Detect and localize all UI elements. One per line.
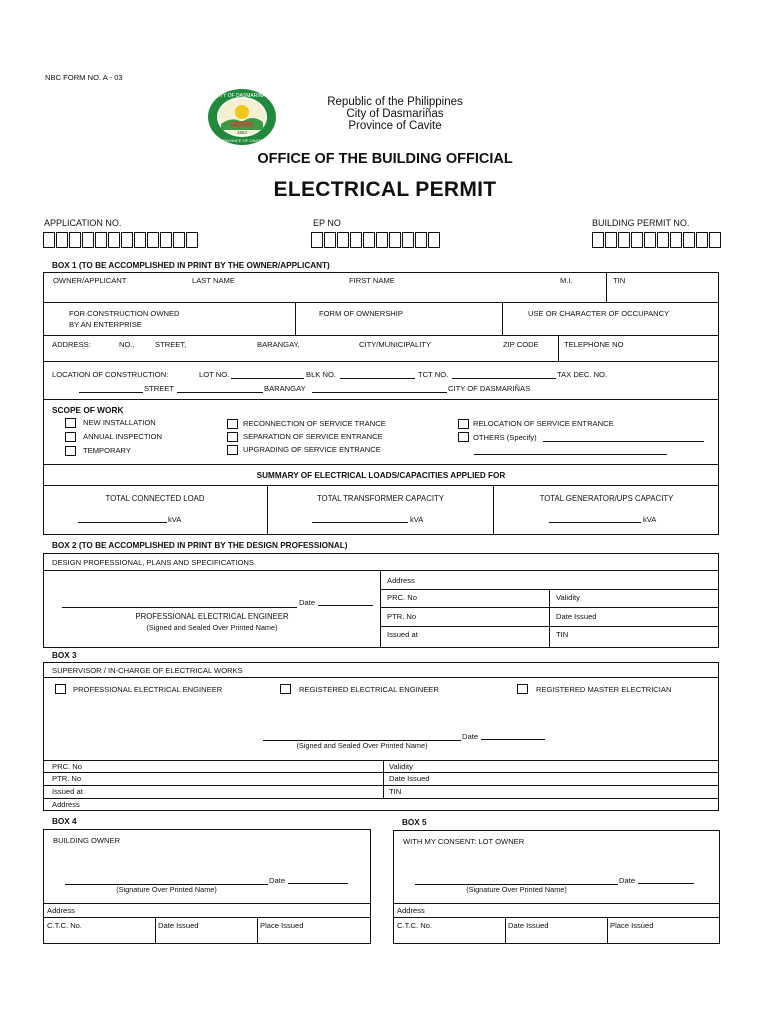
address-label: ADDRESS: <box>52 340 91 349</box>
box2-validity-label: Validity <box>556 593 580 602</box>
box5-place-issued-label: Place Issued <box>610 921 654 930</box>
city-seal <box>207 88 277 146</box>
reconnection-label: RECONNECTION OF SERVICE TRANCE <box>243 419 386 428</box>
box3-ptr-label: PTR. No <box>52 774 82 783</box>
box3-issued-at-label: Issued at <box>52 787 83 796</box>
box4-title: BOX 4 <box>52 817 77 826</box>
province-line: Province of Cavite <box>348 120 442 132</box>
box3-tin-label: TIN <box>389 787 402 796</box>
seal-year: 1864 <box>236 130 248 135</box>
box4-signature-caption: (Signature Over Printed Name) <box>116 885 217 894</box>
box2-signed-sealed: (Signed and Sealed Over Printed Name) <box>146 623 278 632</box>
new-installation-label: NEW INSTALLATION <box>83 418 156 427</box>
box3-prc-label: PRC. No <box>52 762 82 771</box>
loc-street-label: STREET <box>144 384 174 393</box>
tax-dec-no-label: TAX DEC. NO. <box>557 370 608 379</box>
summary-title: SUMMARY OF ELECTRICAL LOADS/CAPACITIES APPLIED FOR <box>256 471 506 480</box>
loc-barangay-label: BARANGAY <box>264 384 306 393</box>
separation-label: SEPARATION OF SERVICE ENTRANCE <box>243 432 383 441</box>
upgrading-checkbox[interactable] <box>227 445 238 455</box>
supervisor-label: SUPERVISOR / IN-CHARGE OF ELECTRICAL WORKS <box>52 666 243 675</box>
use-character-label: USE OR CHARACTER OF OCCUPANCY <box>528 309 670 318</box>
box3-validity-label: Validity <box>389 762 413 771</box>
box2 <box>43 553 719 648</box>
permit-title: ELECTRICAL PERMIT <box>273 178 497 201</box>
relocation-checkbox[interactable] <box>458 419 469 429</box>
loc-street-field[interactable] <box>79 392 143 393</box>
box3-rme-checkbox[interactable] <box>517 684 528 694</box>
box4-place-issued-label: Place Issued <box>260 921 304 930</box>
box3-ree-label: REGISTERED ELECTRICAL ENGINEER <box>299 685 439 694</box>
design-professional-label: DESIGN PROFESSIONAL, PLANS AND SPECIFICATIONS <box>52 558 254 567</box>
box3-date-field[interactable] <box>481 739 545 740</box>
box2-date-issued-label: Date Issued <box>556 612 597 621</box>
box2-date-label: Date <box>299 598 316 607</box>
mi-label: M.I. <box>560 276 573 285</box>
upgrading-label: UPGRADING OF SERVICE ENTRANCE <box>243 445 381 454</box>
ep-no-label: EP NO <box>313 218 341 228</box>
seal-bottom-text: PROVINCE OF CAVITE <box>220 138 264 143</box>
box5-date-issued-label: Date Issued <box>508 921 549 930</box>
box4-date-issued-label: Date Issued <box>158 921 199 930</box>
total-generator-capacity-label: TOTAL GENERATOR/UPS CAPACITY <box>539 494 674 503</box>
others-checkbox[interactable] <box>458 432 469 442</box>
box3-rme-label: REGISTERED MASTER ELECTRICIAN <box>536 685 672 694</box>
box4-date-label: Date <box>269 876 286 885</box>
others-specify-field-2[interactable] <box>474 454 667 455</box>
box2-pee-label: PROFESSIONAL ELECTRICAL ENGINEER <box>135 612 289 621</box>
box4-address-label: Address <box>47 906 75 915</box>
box5-ctc-label: C.T.C. No. <box>397 921 433 930</box>
new-installation-checkbox[interactable] <box>65 418 76 428</box>
temporary-label: TEMPORARY <box>83 446 131 455</box>
scope-of-work-label: SCOPE OF WORK <box>52 405 124 415</box>
zip-code-label: ZIP CODE <box>503 340 539 349</box>
form-of-ownership-label: FORM OF OWNERSHIP <box>319 309 403 318</box>
others-specify-field[interactable] <box>543 441 704 442</box>
barangay-label: BARANGAY, <box>257 340 300 349</box>
seal-ring-text: CITY OF DASMARIÑAS <box>214 93 270 99</box>
box5-date-label: Date <box>619 876 636 885</box>
others-label: OTHERS (Specify) <box>473 433 537 442</box>
transformer-capacity-kva: kVA <box>410 515 424 524</box>
connected-load-field[interactable] <box>78 522 167 523</box>
owner-applicant-label: OWNER/APPLICANT <box>53 276 127 285</box>
separation-checkbox[interactable] <box>227 432 238 442</box>
box2-ptr-label: PTR. No <box>387 612 417 621</box>
loc-city-field[interactable] <box>312 392 447 393</box>
last-name-label: LAST NAME <box>192 276 235 285</box>
box3-date-issued-label: Date Issued <box>389 774 430 783</box>
tct-no-label: TCT NO. <box>418 370 449 379</box>
box2-date-field[interactable] <box>318 605 373 606</box>
location-label: LOCATION OF CONSTRUCTION: <box>52 370 169 379</box>
temporary-checkbox[interactable] <box>65 446 76 456</box>
republic-line: Republic of the Philippines <box>327 96 463 108</box>
generator-capacity-field[interactable] <box>549 522 641 523</box>
box3-pee-label: PROFESSIONAL ELECTRICAL ENGINEER <box>73 685 223 694</box>
box3-signed-sealed: (Signed and Sealed Over Printed Name) <box>296 741 428 750</box>
city-line: City of Dasmariñas <box>346 108 444 120</box>
blk-no-label: BLK NO. <box>306 370 336 379</box>
box2-tin-label: TIN <box>556 630 569 639</box>
box4-ctc-label: C.T.C. No. <box>47 921 83 930</box>
box2-issued-at-label: Issued at <box>387 630 418 639</box>
loc-city-label: CITY OF DASMARIÑAS <box>448 384 531 393</box>
tct-no-field[interactable] <box>452 378 556 379</box>
application-no-label: APPLICATION NO. <box>44 218 122 228</box>
box3-date-label: Date <box>462 732 479 741</box>
enterprise-label-2: BY AN ENTERPRISE <box>69 320 142 329</box>
box3-address-label: Address <box>52 800 80 809</box>
blk-no-field[interactable] <box>340 378 415 379</box>
telephone-no-label: TELEPHONE NO <box>564 340 624 349</box>
box5-date-field[interactable] <box>638 883 694 884</box>
box2-title: BOX 2 (TO BE ACCOMPLISHED IN PRINT BY THE DESIGN PROFESSIONAL) <box>52 541 348 550</box>
relocation-label: RELOCATION OF SERVICE ENTRANCE <box>473 419 614 428</box>
lot-owner-consent-label: WITH MY CONSENT: LOT OWNER <box>403 837 525 846</box>
box5-signature-caption: (Signature Over Printed Name) <box>466 885 567 894</box>
box1-title: BOX 1 (TO BE ACCOMPLISHED IN PRINT BY THE OWNER/APPLICANT) <box>52 261 330 270</box>
total-transformer-capacity-label: TOTAL TRANSFORMER CAPACITY <box>317 494 444 503</box>
box5-title: BOX 5 <box>402 818 427 827</box>
generator-capacity-kva: kVA <box>643 515 657 524</box>
building-owner-label: BUILDING OWNER <box>53 836 121 845</box>
lot-no-field[interactable] <box>231 378 304 379</box>
box2-prc-label: PRC. No <box>387 593 417 602</box>
enterprise-label-1: FOR CONSTRUCTION OWNED <box>69 309 180 318</box>
loc-barangay-field[interactable] <box>177 392 263 393</box>
form-number: NBC FORM NO. A - 03 <box>45 73 123 82</box>
total-connected-load-label: TOTAL CONNECTED LOAD <box>105 494 205 503</box>
annual-inspection-checkbox[interactable] <box>65 432 76 442</box>
box5-address-label: Address <box>397 906 425 915</box>
box2-address-label: Address <box>387 576 415 585</box>
transformer-capacity-field[interactable] <box>312 522 408 523</box>
box3-title: BOX 3 <box>52 651 77 660</box>
tin-label: TIN <box>613 276 626 285</box>
connected-load-kva: kVA <box>168 515 182 524</box>
box2-signature-field[interactable] <box>62 607 297 608</box>
lot-no-label: LOT NO. <box>199 370 230 379</box>
no-label: NO., <box>119 340 135 349</box>
box3-ree-checkbox[interactable] <box>280 684 291 694</box>
city-municipality-label: CITY/MUNICIPALITY <box>359 340 432 349</box>
letterhead <box>290 96 500 132</box>
office-title: OFFICE OF THE BUILDING OFFICIAL <box>257 151 513 167</box>
street-label: STREET, <box>155 340 187 349</box>
first-name-label: FIRST NAME <box>349 276 395 285</box>
building-permit-no-label: BUILDING PERMIT NO. <box>592 218 690 228</box>
box4-date-field[interactable] <box>288 883 348 884</box>
box3-pee-checkbox[interactable] <box>55 684 66 694</box>
reconnection-checkbox[interactable] <box>227 419 238 429</box>
annual-inspection-label: ANNUAL INSPECTION <box>83 432 163 441</box>
